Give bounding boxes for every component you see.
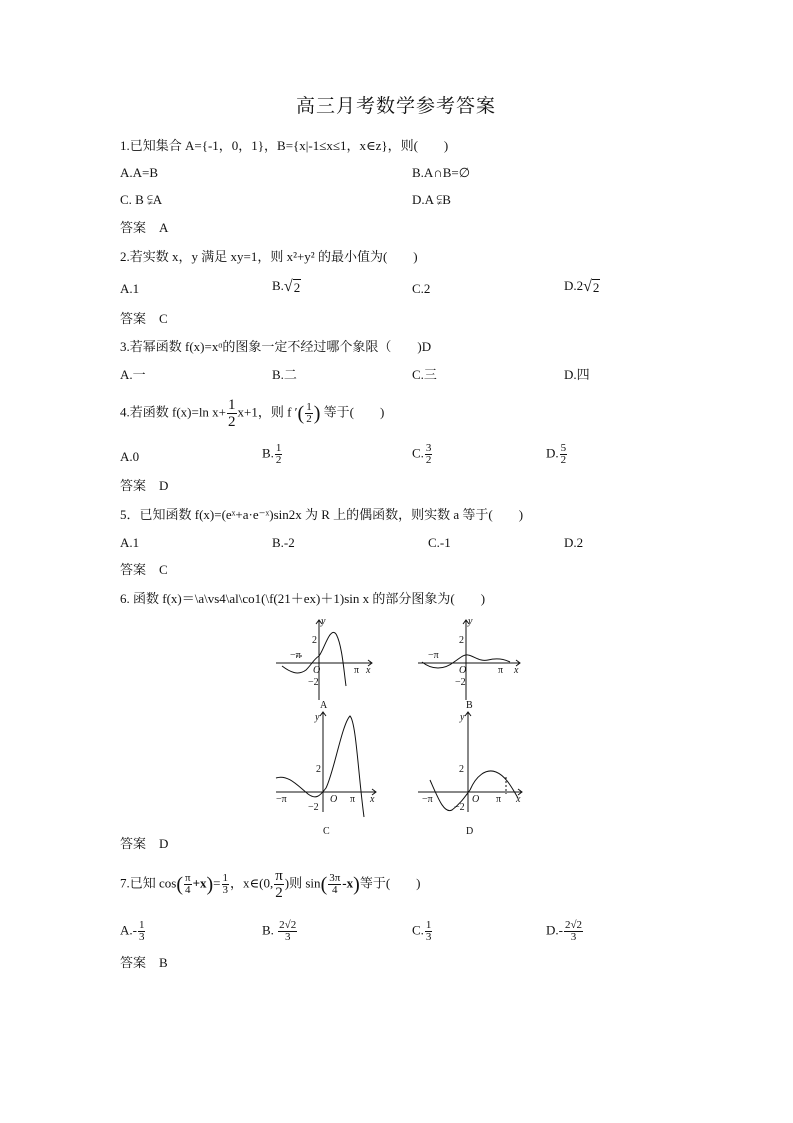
- question-4-option-b: B. $\frac{1}{2}$: [262, 442, 282, 466]
- question-4-option-a: A.0: [120, 449, 140, 464]
- graph-caption-c: C: [323, 826, 330, 837]
- tick-label: −2: [454, 802, 465, 813]
- tick-label: −π: [422, 794, 433, 805]
- fraction: $\frac{1}{3}$: [222, 872, 229, 896]
- question-4-option-d: D. $\frac{5}{2}$: [546, 442, 567, 466]
- axis-label-y: y: [315, 712, 320, 723]
- question-5-answer: 答案 C: [120, 562, 168, 577]
- question-4-answer: 答案 D: [120, 478, 169, 493]
- fraction: $\frac{3\pi}{4}$: [329, 872, 341, 896]
- tick-label: π: [496, 794, 502, 805]
- origin-label: O: [459, 665, 467, 676]
- function-graphs: [268, 612, 538, 838]
- fraction: $\frac{1}{2}$: [228, 397, 236, 430]
- fraction: $\frac{\pi}{4}$: [185, 872, 191, 896]
- question-1-option-d: D.A ⫋B: [412, 192, 451, 207]
- question-7-option-a: A.- $\frac{1}{3}$: [120, 919, 145, 943]
- graph-caption-d: D: [466, 826, 474, 837]
- question-6-answer: 答案 D: [120, 836, 169, 851]
- question-3-option-b: B.二: [272, 367, 297, 382]
- question-3-stem: 3.若幂函数 f(x)=xᵅ的图象一定不经过哪个象限（ )D: [120, 339, 432, 354]
- tick-label: −2: [308, 802, 319, 813]
- tick-label: −2: [308, 677, 319, 688]
- question-4-stem: 4.若函数 f(x)=ln x+ $\frac{1}{2}$ x+1，则 f ′( $\frac{1}{2}$ ) 等于( ): [120, 397, 385, 430]
- question-1-option-a: A.A=B: [120, 165, 159, 180]
- question-5-option-a: A.1: [120, 535, 140, 550]
- question-5-option-c: C.-1: [428, 535, 451, 550]
- axis-label-x: x: [514, 665, 519, 676]
- tick-label: 2: [316, 764, 321, 775]
- question-1-option-c: C. B ⫋A: [120, 192, 163, 207]
- origin-label: O: [472, 794, 480, 805]
- graph-caption-b: B: [466, 700, 473, 711]
- question-3-option-a: A.一: [120, 367, 146, 382]
- page-title: 高三月考数学参考答案: [296, 96, 497, 117]
- axis-label-y: y: [468, 616, 473, 627]
- sqrt-symbol: √ 2: [583, 278, 600, 296]
- axis-label-x: x: [516, 794, 521, 805]
- axis-label-x: x: [366, 665, 371, 676]
- origin-label: O: [330, 794, 338, 805]
- question-7-option-b: B. $\frac{2√2}{3}$: [262, 919, 297, 943]
- graph-caption-a: A: [320, 700, 328, 711]
- fraction: $\frac{5}{2}$: [560, 442, 567, 466]
- question-3-option-d: D.四: [564, 367, 590, 382]
- tick-label: −π: [428, 650, 439, 661]
- axis-label-y: y: [460, 712, 465, 723]
- tick-label: π: [498, 665, 504, 676]
- tick-label: 2: [459, 764, 464, 775]
- graph-c: [276, 712, 376, 817]
- fraction: $\frac{1}{3}$: [425, 919, 432, 943]
- fraction: $\frac{1}{3}$: [138, 919, 145, 943]
- question-7-option-d: D.- $\frac{2√2}{3}$: [546, 919, 583, 943]
- fraction: $\frac{3}{2}$: [425, 442, 432, 466]
- question-7-option-c: C. $\frac{1}{3}$: [412, 919, 432, 943]
- question-2-option-b: B. √ 2: [272, 278, 301, 296]
- tick-label: 2: [312, 635, 317, 646]
- question-2-option-a: A.1: [120, 281, 140, 296]
- question-2-option-d: D.2 √ 2: [564, 278, 600, 296]
- tick-label: −2: [455, 677, 466, 688]
- fraction: $\frac{\pi}{2}$: [275, 868, 283, 901]
- question-5-option-b: B.-2: [272, 535, 295, 550]
- question-2-option-c: C.2: [412, 281, 431, 296]
- fraction: $\frac{2√2}{3}$: [279, 919, 297, 943]
- question-1-option-b: B.A∩B=∅: [412, 165, 471, 180]
- tick-label: 2: [459, 635, 464, 646]
- question-1-stem: 1.已知集合 A={-1，0，1}，B={x|-1≤x≤1，x∈z}，则( ): [120, 138, 449, 153]
- fraction: $\frac{2√2}{3}$: [564, 919, 583, 943]
- fraction: $\frac{1}{2}$: [306, 401, 312, 425]
- question-5-stem: 5．已知函数 f(x)=(eˣ+a·e⁻ˣ)sin2x 为 R 上的偶函数，则实数 a 等于( ): [120, 507, 524, 522]
- graph-d: [418, 712, 522, 812]
- question-2-stem: 2.若实数 x，y 满足 xy=1，则 x²+y² 的最小值为( ): [120, 249, 418, 264]
- tick-label: π: [354, 665, 360, 676]
- axis-label-y: y: [321, 616, 326, 627]
- question-7-answer: 答案 B: [120, 955, 168, 970]
- tick-label: −π: [290, 650, 301, 661]
- question-2-answer: 答案 C: [120, 311, 168, 326]
- question-7-stem: 7.已知 cos( $\frac{\pi}{4}$ +x)= $\frac{1}{3}$ ，x∈(0, $\frac{\pi}{2}$ )则 sin( $\frac{3\pi}{4}$ -x)等于( ): [120, 868, 421, 901]
- tick-label: −π: [276, 794, 287, 805]
- question-6-stem: 6. 函数 f(x)＝\a\vs4\al\co1(\f(21＋ex)＋1)sin x 的部分图象为( ): [120, 591, 486, 606]
- axis-label-x: x: [370, 794, 375, 805]
- question-4-option-c: C. $\frac{3}{2}$: [412, 442, 432, 466]
- sqrt-symbol: √ 2: [283, 278, 301, 296]
- question-5-option-d: D.2: [564, 535, 584, 550]
- fraction: $\frac{1}{2}$: [275, 442, 282, 466]
- question-1-answer: 答案 A: [120, 220, 169, 235]
- tick-label: π: [350, 794, 356, 805]
- origin-label: O: [313, 665, 321, 676]
- question-3-option-c: C.三: [412, 367, 437, 382]
